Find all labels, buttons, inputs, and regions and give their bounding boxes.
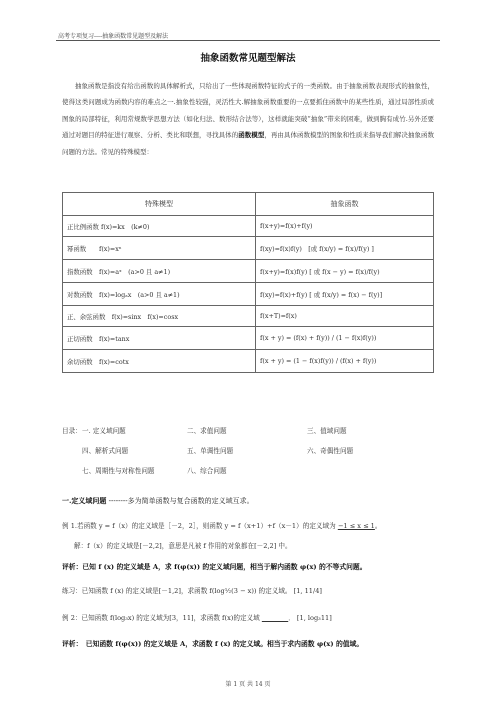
table-row (63, 237, 434, 260)
section-description: --------多为简单函数与复合函数的定义域互求。 (108, 497, 254, 505)
practice (62, 585, 322, 595)
section-title: 一.定义域问题 (62, 496, 107, 505)
toc-item[interactable]: 三、值域问题 (307, 427, 347, 435)
example-answer: −1 ≤ x ≤ 1 (337, 522, 375, 530)
table-header-row (63, 193, 434, 216)
table-row (63, 327, 434, 350)
intro-tail: ，再由具体函数模型的图象和性质来指导我们解决抽象函数问题的方法。常见的特殊模型： (62, 131, 435, 156)
header-rule (56, 40, 440, 41)
intro-text: 抽象函数是指没有给出函数的具体解析式，只给出了一些体现函数特征的式子的一类函数。由于抽象函数表现形式的抽象性，使得这类问题成为函数内容的难点之一.抽象性较强，灵活性大.解抽象函数重要的一点要抓住函数中的某些性质，通过局部性质或图象的局部特征，利用常规数学思想方法（如化归法、数形结合法等），这样就能突破“抽象”带来的困难，做到胸有成竹.另外还要通过对题目的特征进行观察、分析、类比和联想，寻找具体的 (62, 82, 434, 140)
special-models-table (62, 192, 434, 373)
running-head: 高考专项复习----抽象函数常见题型及解法 (58, 33, 169, 40)
model-cell: 正、余弦函数 f(x)=sinx f(x)=cosx (63, 306, 256, 327)
practice-question: 练习：已知函数 f (x) 的定义域是[－1,2]，求函数 f(log½(3 − x)) 的定义域。 (62, 587, 292, 595)
toc-item[interactable]: 五、单调性问题 (187, 447, 234, 455)
comment-1: 评析：已知 f (x) 的定义域是 A，求 f(φ(x)) 的定义域问题，相当于解内函数 φ(x) 的不等式问题。 (62, 563, 367, 571)
toc-row (62, 425, 442, 445)
table-row (63, 216, 434, 237)
abstract-cell: f(x+y)=f(x)+f(y) (256, 216, 434, 237)
practice-answer: [1, 11/4] (293, 587, 322, 595)
abstract-cell: f(xy)=f(x)+f(y) [ 或 f(x/y) = f(x) − f(y)] (256, 283, 434, 306)
model-cell: 幂函数 f(x)=xⁿ (63, 237, 256, 260)
table-of-contents (62, 425, 442, 485)
model-cell: 指数函数 f(x)=aˣ (a>0 且 a≠1) (63, 260, 256, 283)
example-question: 例 2：已知函数 f(log₃x) 的定义域为[3，11]，求函数 f(x)的定义域 (62, 614, 260, 622)
toc-item[interactable]: 八、综合问题 (187, 467, 227, 475)
toc-label: 目录： (62, 427, 82, 435)
table-header-abstract: 抽象函数 (256, 193, 434, 216)
abstract-cell: f(x+T)=f(x) (256, 306, 434, 327)
model-cell: 正比例函数 f(x)=kx (k≠0) (63, 216, 256, 237)
toc-item[interactable]: 二、求值问题 (187, 427, 227, 435)
example-1-solution: 解：f（x）的定义域是[－2,2]，意思是凡被 f 作用的对象都在[－2,2] 中。 (74, 542, 292, 550)
model-cell: 对数函数 f(x)=logₐx (a>0 且 a≠1) (63, 283, 256, 306)
toc-row (62, 465, 442, 485)
page-footer: 第 1 页 共 14 页 (225, 681, 271, 688)
page-title: 抽象函数常见题型解法 (200, 53, 296, 64)
table-row (63, 306, 434, 327)
intro-paragraph (62, 78, 434, 160)
example-answer: [1, log₃11] (296, 614, 332, 622)
toc-item[interactable]: 六、奇偶性问题 (307, 447, 354, 455)
table-row (63, 350, 434, 373)
comment-2: 评析： 已知函数 f(φ(x)) 的定义域是 A，求函数 f (x) 的定义域。相当于求内函数 φ(x) 的值域。 (62, 640, 364, 648)
model-cell: 正切函数 f(x)=tanx (63, 327, 256, 350)
abstract-cell: f(x+y)=f(x)f(y) [ 或 f(x − y) = f(x)/f(y) (256, 260, 434, 283)
abstract-cell: f(xy)=f(x)f(y) [或 f(x/y) = f(x)/f(y) ] (256, 237, 434, 260)
section-heading (62, 496, 254, 506)
toc-row (62, 445, 442, 465)
toc-item[interactable]: 一. 定义域问题 (82, 427, 126, 435)
toc-item[interactable]: 七、周期性与对称性问题 (82, 467, 155, 475)
table-row (63, 260, 434, 283)
example-question: 例 1.若函数 y = f（x）的定义域是［－2，2］，则函数 y = f（x+1）+f（x－1）的定义域为 (62, 522, 336, 530)
abstract-cell: f(x + y) = (f(x) + f(y)) / (1 − f(x)f(y)) (256, 327, 434, 350)
answer-blank (262, 614, 288, 622)
example-2: 例 2：已知函数 f(log₃x) 的定义域为[3，11]，求函数 f(x)的定义域 ． [1, log₃11] (62, 614, 332, 622)
table-header-model: 特殊模型 (63, 193, 256, 216)
example-1: 例 1.若函数 y = f（x）的定义域是［－2，2］，则函数 y = f（x+1）+f（x－1）的定义域为 −1 ≤ x ≤ 1。 (62, 522, 382, 530)
abstract-cell: f(x + y) = (1 − f(x)f(y)) / (f(x) + f(y)) (256, 350, 434, 373)
model-cell: 余切函数 f(x)=cotx (63, 350, 256, 373)
toc-item[interactable]: 四、解析式问题 (82, 447, 129, 455)
table-row (63, 283, 434, 306)
intro-bold-term: 函数模型 (238, 131, 265, 140)
